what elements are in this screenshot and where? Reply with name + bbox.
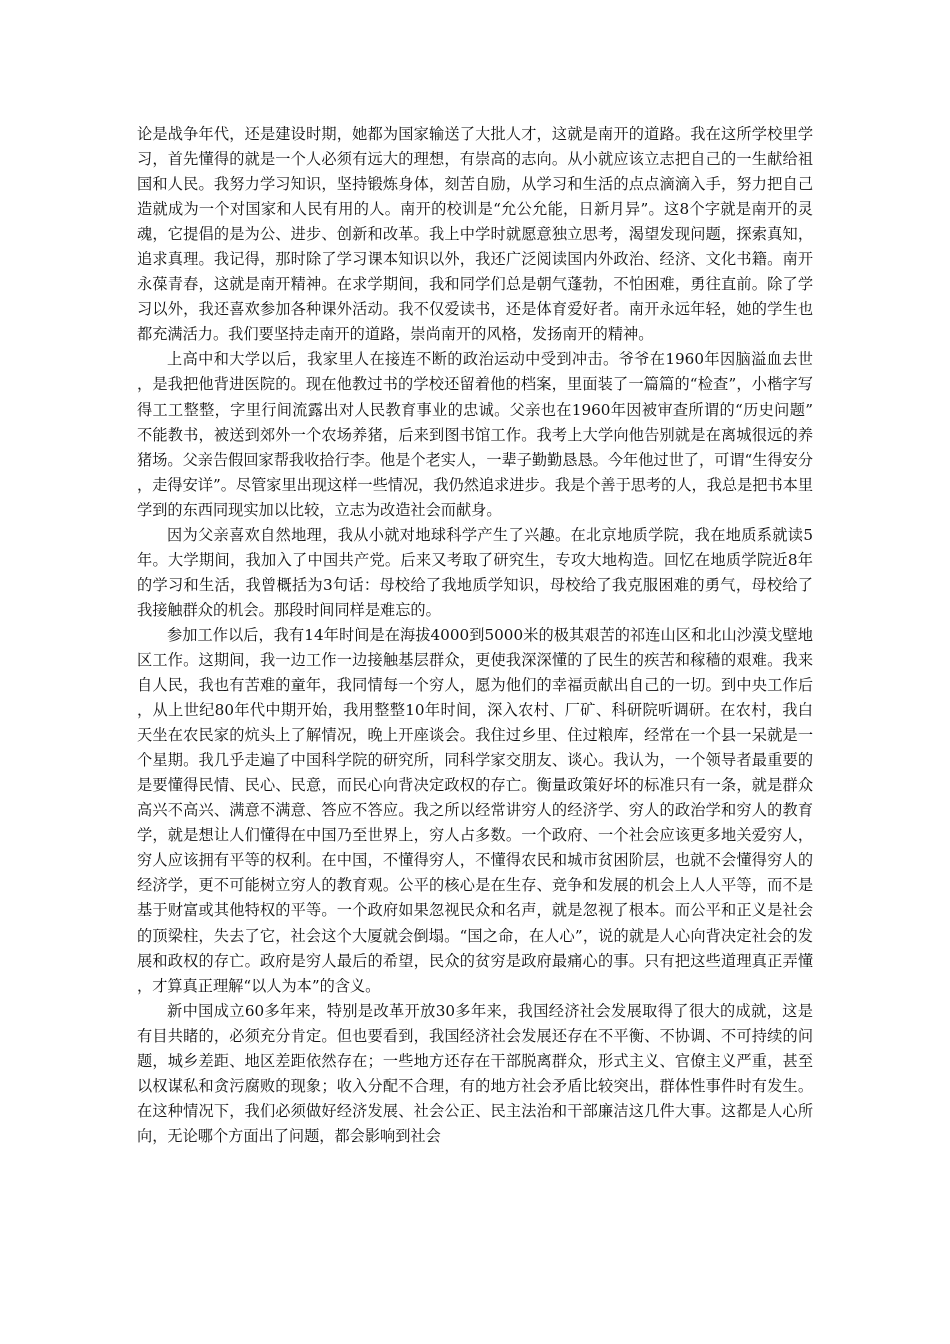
paragraph-2: 上高中和大学以后，我家里人在接连不断的政治运动中受到冲击。爷爷在1960年因脑溢血去世，是我把他背进医院的。现在他教过书的学校还留着他的档案，里面装了一篇篇的“检查”，小楷字写得工工整整，字里行间流露出对人民教育事业的忠诚。父亲也在1960年因被审查所谓的“历史问题”不能教书，被送到郊外一个农场养猪，后来到图书馆工作。我考上大学向他告别就是在离城很远的养猪场。父亲告假回家帮我收拾行李。他是个老实人，一辈子勤勤恳恳。今年他过世了，可谓“生得安分，走得安详”。尽管家里出现这样一些情况，我仍然追求进步。我是个善于思考的人，我总是把书本里学到的东西同现实加以比较，立志为改造社会而献身。 (137, 350, 814, 519)
document-page (137, 122, 813, 1149)
paragraph-1: 论是战争年代，还是建设时期，她都为国家输送了大批人才，这就是南开的道路。我在这所学校里学习，首先懂得的就是一个人必须有远大的理想，有崇高的志向。从小就应该立志把自己的一生献给祖国和人民。我努力学习知识，坚持锻炼身体，刻苦自励，从学习和生活的点点滴滴入手，努力把自己造就成为一个对国家和人民有用的人。南开的校训是“允公允能，日新月异”。这8个字就是南开的灵魂，它提倡的是为公、进步、创新和改革。我上中学时就愿意独立思考，渴望发现问题，探索真知，追求真理。我记得，那时除了学习课本知识以外，我还广泛阅读国内外政治、经济、文化书籍。南开永葆青春，这就是南开精神。在求学期间，我和同学们总是朝气蓬勃，不怕困难，勇往直前。除了学习以外，我还喜欢参加各种课外活动。我不仅爱读书，还是体育爱好者。南开永远年轻，她的学生也都充满活力。我们要坚持走南开的道路，崇尚南开的风格，发扬南开的精神。 (137, 125, 813, 344)
paragraph-3: 因为父亲喜欢自然地理，我从小就对地球科学产生了兴趣。在北京地质学院，我在地质系就读5年。大学期间，我加入了中国共产党。后来又考取了研究生，专攻大地构造。回忆在地质学院近8年的学习和生活，我曾概括为3句话：母校给了我地质学知识，母校给了我克服困难的勇气，母校给了我接触群众的机会。那段时间同样是难忘的。 (137, 525, 813, 619)
paragraph-4: 参加工作以后，我有14年时间是在海拔4000到5000米的极其艰苦的祁连山区和北山沙漠戈壁地区工作。这期间，我一边工作一边接触基层群众，更使我深深懂的了民生的疾苦和稼穑的艰难。我来自人民，我也有苦难的童年，我同情每一个穷人，愿为他们的幸福贡献出自己的一切。到中央工作后，从上世纪80年代中期开始，我用整整10年时间，深入农村、厂矿、科研院听调研。在农村，我白天坐在农民家的炕头上了解情况，晚上开座谈会。我住过乡里、住过粮库，经常在一个县一呆就是一个星期。我几乎走遍了中国科学院的研究所，同科学家交朋友、谈心。我认为，一个领导者最重要的是要懂得民情、民心、民意，而民心向背决定政权的存亡。衡量政策好坏的标准只有一条，就是群众高兴不高兴、满意不满意、答应不答应。我之所以经常讲穷人的经济学、穷人的政治学和穷人的教育学，就是想让人们懂得在中国乃至世界上，穷人占多数。一个政府、一个社会应该更多地关爱穷人，穷人应该拥有平等的权利。在中国，不懂得穷人，不懂得农民和城市贫困阶层，也就不会懂得穷人的经济学，更不可能树立穷人的教育观。公平的核心是在生存、竞争和发展的机会上人人平等，而不是基于财富或其他特权的平等。一个政府如果忽视民众和名声，就是忽视了根本。而公平和正义是社会的顶梁柱，失去了它，社会这个大厦就会倒塌。“国之命，在人心”，说的就是人心向背决定社会的发展和政权的存亡。政府是穷人最后的希望，民众的贫穷是政府最痛心的事。只有把这些道理真正弄懂，才算真正理解“以人为本”的含义。 (137, 625, 813, 995)
paragraph-5: 新中国成立60多年来，特别是改革开放30多年来，我国经济社会发展取得了很大的成就，这是有目共睹的，必须充分肯定。但也要看到，我国经济社会发展还存在不平衡、不协调、不可持续的问题，城乡差距、地区差距依然存在；一些地方还存在干部脱离群众，形式主义、官僚主义严重，甚至以权谋私和贪污腐败的现象；收入分配不合理，有的地方社会矛盾比较突出，群体性事件时有发生。在这种情况下，我们必须做好经济发展、社会公正、民主法治和干部廉洁这几件大事。这都是人心所向，无论哪个方面出了问题，都会影响到社会 (137, 1001, 813, 1145)
